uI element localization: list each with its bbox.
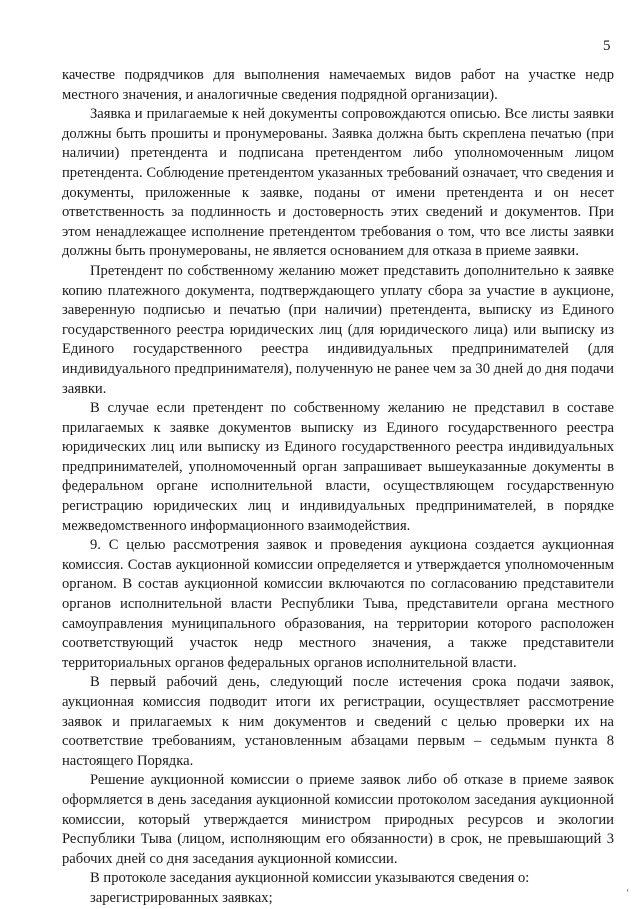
paragraph-optional-documents: Претендент по собственному желанию может представить дополнительно к заявке копию платежного документа, подтверждающего уплату сбора за участие в аукционе, заверенную подписью и печатью (при наличии) претендента, выписку из Единого государственного реестра юридических лиц (для юридического лица) или выписку из Единого государственного реестра индивидуальных предпринимателей (для индивидуального предпринимателя), полученную не ранее чем за 30 дней до дня подачи заявки. [62, 262, 614, 397]
paragraph-first-working-day: В первый рабочий день, следующий после истечения срока подачи заявок, аукционная комиссия подводит итоги их регистрации, осуществляет рассмотрение заявок и прилагаемых к ним документов и сведений с целью проверки их на соответствие требованиям, установленным абзацами первым – седьмым пункта 8 настоящего Порядка. [62, 674, 614, 769]
paragraph-application-inventory: Заявка и прилагаемые к ней документы сопровождаются описью. Все листы заявки должны быть прошиты и пронумерованы. Заявка должна быть скреплена печатью (при наличии) претендента и подписана претендентом либо уполномоченным лицом претендента. Соблюдение претендентом указанных требований означает, что сведения и документы, приложенные к заявке, поданы от имени претендента и он несет ответственность за подлинность и достоверность этих сведений и документов. При этом ненадлежащее исполнение претендентом требования о том, что все листы заявки должны быть пронумерованы, не является основанием для отказа в приеме заявки. [62, 106, 614, 260]
paragraph-commission-decision: Решение аукционной комиссии о приеме заявок либо об отказе в приеме заявок оформляется в день заседания аукционной комиссии протоколом заседания аукционной комиссии, который утверждается министром природных ресурсов и экологии Республики Тыва (лицом, исполняющим его обязанности) в срок, не превышающий 3 рабочих дней со дня заседания аукционной комиссии. [62, 772, 614, 867]
document-body [62, 66, 614, 909]
paragraph-registered-applications: зарегистрированных заявках; [90, 889, 273, 906]
paragraph-registry-request: В случае если претендент по собственному желанию не представил в составе прилагаемых к заявке документов выписку из Единого государственного реестра юридических лиц или выписку из Единого государственного реестра индивидуальных предпринимателей, уполномоченный орган запрашивает вышеуказанные документы в федеральном органе исполнительной власти, осуществляющем государственную регистрацию юридических лиц и индивидуальных предпринимателей, в порядке межведомственного информационного взаимодействия. [62, 400, 614, 534]
paragraph-protocol-details: В протоколе заседания аукционной комиссии указываются сведения о: [90, 870, 530, 887]
paragraph-continuation: качестве подрядчиков для выполнения намечаемых видов работ на участке недр местного значения, и аналогичные сведения подрядной организации). [62, 67, 614, 103]
page-number: 5 [603, 38, 611, 54]
paragraph-auction-commission: 9. С целью рассмотрения заявок и проведения аукциона создается аукционная комиссия. Состав аукционной комиссии определяется и утверждается уполномоченным органом. В состав аукционной комиссии включаются по согласованию представители органов исполнительной власти Республики Тыва, представители органа местного самоуправления муниципального образования, на территории которого расположен соответствующий участок недр местного значения, а также представители территориальных органов федеральных органов исполнительной власти. [62, 537, 614, 671]
scan-mark: ‘ [626, 888, 630, 899]
